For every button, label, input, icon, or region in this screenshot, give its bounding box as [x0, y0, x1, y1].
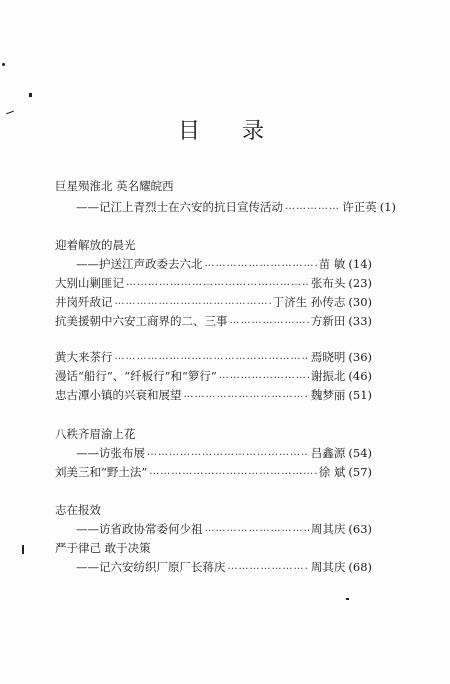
toc-entry[interactable] [55, 368, 372, 384]
toc-title-char-2: 录 [242, 119, 265, 144]
toc-entry[interactable] [55, 294, 372, 310]
entry-title: 漫话“船行”、“纤板行”和“箩行” [55, 369, 217, 383]
entry-author: 张布头 [310, 276, 346, 290]
entry-title: ——护送江声政委去六北 [76, 257, 203, 271]
entry-page-number: (36) [348, 350, 372, 364]
toc-entry[interactable] [55, 387, 372, 403]
leader-dots [228, 559, 309, 575]
leader-dots [115, 294, 271, 310]
entry-title: 刘美三和“野土法” [55, 465, 148, 479]
toc-entry[interactable] [55, 275, 372, 291]
toc-entry[interactable] [76, 521, 372, 537]
scan-speck [29, 93, 32, 97]
entry-author: 方新田 [310, 314, 346, 328]
entry-author: 许正英 [342, 200, 377, 214]
leader-dots [149, 464, 316, 480]
entry-author: 徐 斌 [318, 465, 346, 479]
entry-author: 丁济生 孙传志 [272, 295, 346, 309]
entry-page-number: (54) [348, 446, 372, 460]
leader-dots [230, 313, 309, 329]
entry-author: 周其庆 [310, 522, 346, 536]
toc-entry[interactable] [55, 349, 372, 365]
entry-title: ——记六安纺织厂原厂长蒋庆 [76, 560, 226, 574]
entry-title: 忠古潭小镇的兴衰和展望 [55, 388, 182, 402]
entry-author: 周其庆 [310, 560, 346, 574]
leader-dots [147, 445, 309, 461]
toc-entry[interactable] [55, 313, 372, 329]
entry-page-number: (1) [379, 200, 396, 214]
scan-speck [6, 111, 14, 115]
entry-title: 抗美援朝中六安工商界的二、三事 [55, 314, 228, 328]
entry-title: 黄大来茶行 [55, 350, 113, 364]
toc-entry[interactable] [55, 178, 174, 194]
entry-title: 严于律己 敢于决策 [55, 541, 151, 555]
leader-dots [205, 256, 317, 272]
entry-page-number: (23) [348, 276, 372, 290]
toc-entry[interactable] [76, 559, 372, 575]
entry-title: 大别山剿匪记 [55, 276, 124, 290]
scan-speck [346, 598, 349, 600]
entry-title: ——记江上青烈士在六安的抗日宣传活动 [76, 200, 283, 214]
toc-entry[interactable] [76, 256, 372, 272]
scan-speck [22, 545, 24, 554]
entry-page-number: (63) [348, 522, 372, 536]
entry-author: 焉晓明 [310, 350, 346, 364]
entry-title: ——访张布展 [76, 446, 145, 460]
entry-page-number: (68) [348, 560, 372, 574]
entry-author: 魏梦丽 [310, 388, 346, 402]
entry-page-number: (46) [348, 369, 372, 383]
entry-title: 巨星殒淮北 英名耀皖西 [55, 179, 174, 193]
entry-page-number: (33) [348, 314, 372, 328]
leader-dots [285, 199, 340, 215]
toc-entry[interactable] [55, 502, 101, 518]
leader-dots [126, 275, 309, 291]
entry-title: 迎着解放的晨光 [55, 238, 136, 252]
toc-title [0, 118, 450, 148]
entry-title: 志在报效 [55, 503, 101, 517]
toc-entry[interactable] [76, 445, 372, 461]
entry-page-number: (57) [348, 465, 372, 479]
toc-entry[interactable] [55, 464, 372, 480]
scan-speck [2, 63, 5, 66]
leader-dots [219, 368, 309, 384]
toc-entry[interactable] [76, 199, 396, 215]
entry-author: 吕鑫源 [310, 446, 346, 460]
leader-dots [205, 521, 309, 537]
leader-dots [184, 387, 309, 403]
entry-author: 谢振北 [310, 369, 346, 383]
toc-entry[interactable] [55, 426, 136, 442]
entry-title: 八秩齐眉渝上花 [55, 427, 136, 441]
leader-dots [115, 349, 309, 365]
entry-author: 苗 敏 [318, 257, 346, 271]
toc-entry[interactable] [55, 237, 136, 253]
entry-page-number: (30) [348, 295, 372, 309]
toc-entry[interactable] [55, 540, 151, 556]
entry-title: ——访省政协常委何少祖 [76, 522, 203, 536]
entry-page-number: (14) [348, 257, 372, 271]
entry-title: 井岗歼敌记 [55, 295, 113, 309]
toc-title-char-1: 目 [178, 119, 201, 144]
entry-page-number: (51) [348, 388, 372, 402]
